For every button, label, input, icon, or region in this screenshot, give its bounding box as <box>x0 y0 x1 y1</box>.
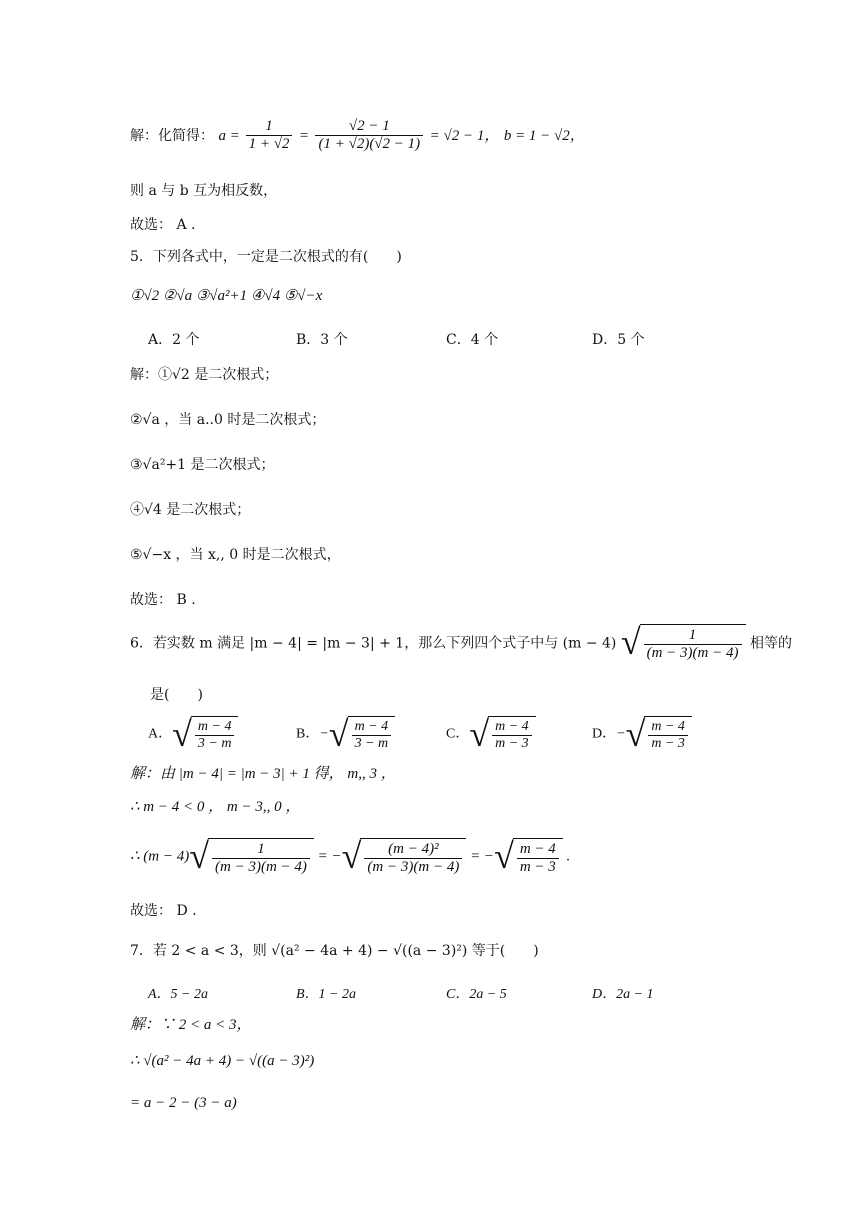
q7-option-d: D．2a − 1 <box>592 987 654 1002</box>
q5-solution-1: 解：①√2 是二次根式； <box>130 367 279 383</box>
q4-answer: 故选： A . <box>130 217 196 233</box>
q6-question-fraction <box>644 627 742 663</box>
q7-solution-1: 解：∵ 2 < a < 3， <box>130 1017 252 1033</box>
q6-answer: 故选： D . <box>130 903 197 919</box>
q7-solution-3: = a − 2 − (3 − a) <box>130 1095 237 1111</box>
q6-option-d-label: D． <box>592 726 617 742</box>
q5-question: 5．下列各式中，一定是二次根式的有( ) <box>130 249 402 265</box>
q4-fraction-1-num: 1 <box>246 118 293 136</box>
q6-question-frac-den: (m − 3)(m − 4) <box>646 645 739 662</box>
q4-fraction-1 <box>246 118 293 154</box>
q4-solution-line: 解：化简得： a = $\frac{1}{1 + √2}$ = $\frac{√2 - 1}{(1 + √2)(√2 - 1)}$ = √2 − 1， b = 1 − √2， <box>130 118 585 153</box>
q6-question-pre: 6．若实数 m 满足 |m − 4| = |m − 3| + 1，那么下列四个式子中与 (m − 4) <box>130 635 617 652</box>
q6-option-b-label: B． <box>296 726 320 742</box>
q4-expr-tail: = √2 − 1， <box>429 127 500 144</box>
q5-option-d: D．5 个 <box>592 332 645 348</box>
q6-option-c: C．√ $\frac{m - 4}{m - 3}$ <box>446 716 536 752</box>
q6-question-cont: 是( ) <box>150 687 203 703</box>
q7-solution-2: ∴ √(a² − 4a + 4) − √((a − 3)²) <box>130 1053 315 1069</box>
q6-option-c-label: C． <box>446 726 470 742</box>
q7-option-a: A．5 − 2a <box>148 987 208 1002</box>
q4-fraction-1-den: 1 + √2 <box>248 136 290 153</box>
q5-answer: 故选： B . <box>130 592 196 608</box>
q6-option-d: D．−√ $\frac{m - 4}{m - 3}$ <box>592 716 692 752</box>
q5-solution-3: ③√a²+1 是二次根式； <box>130 457 275 473</box>
q6-question-sqrt: √ $\frac{1}{(m - 3)(m - 4)}$ <box>621 624 746 663</box>
q5-option-b: B．3 个 <box>296 332 348 348</box>
q6-question-post: 相等的 <box>749 635 792 652</box>
q5-solution-5: ⑤√−x ，当 x,, 0 时是二次根式， <box>130 547 341 563</box>
q5-option-a: A．2 个 <box>148 332 200 348</box>
q5-items: ①√2 ②√a ③√a²+1 ④√4 ⑤√−x <box>130 288 323 304</box>
q7-option-c: C．2a − 5 <box>446 987 507 1002</box>
q4-solution-intro: 解：化简得： <box>130 127 214 144</box>
q6-question-line <box>130 624 792 663</box>
q6-sol3-pre: ∴ (m − 4) <box>130 848 190 865</box>
q7-question: 7．若 2 < a < 3，则 √(a² − 4a + 4) − √((a − 3)²) 等于( ) <box>130 943 539 959</box>
q4-expr-b: b = 1 − √2， <box>503 127 585 144</box>
q4-conclusion: 则 a 与 b 互为相反数， <box>130 183 278 199</box>
q7-option-b: B．1 − 2a <box>296 987 356 1002</box>
q4-fraction-2-den: (1 + √2)(√2 − 1) <box>318 136 421 153</box>
q6-solution-1: 解：由 |m − 4| = |m − 3| + 1 得， m,, 3 ， <box>130 766 396 782</box>
q6-option-a-label: A． <box>148 726 173 742</box>
q4-fraction-2-num: √2 − 1 <box>315 118 423 136</box>
q4-expr-a: a = <box>218 127 244 144</box>
q6-solution-2: ∴ m − 4 < 0 ， m − 3,, 0 ， <box>130 799 301 815</box>
q6-solution-3: ∴ (m − 4)√ $\frac{1}{(m - 3)(m - 4)}$ = −√ $\frac{\text{(m − 4)²}}{(m - 3)(m - 4)}$ = −√ $\frac{m - 4}{m - 3}$ . <box>130 836 571 876</box>
q5-solution-4: ④√4 是二次根式； <box>130 502 251 518</box>
q5-solution-2: ②√a ，当 a..0 时是二次根式； <box>130 412 326 428</box>
q6-option-a: A．√ $\frac{m - 4}{3 - m}$ <box>148 716 238 752</box>
q4-fraction-2 <box>315 118 423 154</box>
q5-option-c: C．4 个 <box>446 332 499 348</box>
q6-question-frac-num: 1 <box>644 627 742 645</box>
q6-option-b: B．−√ $\frac{m - 4}{3 - m}$ <box>296 716 395 752</box>
